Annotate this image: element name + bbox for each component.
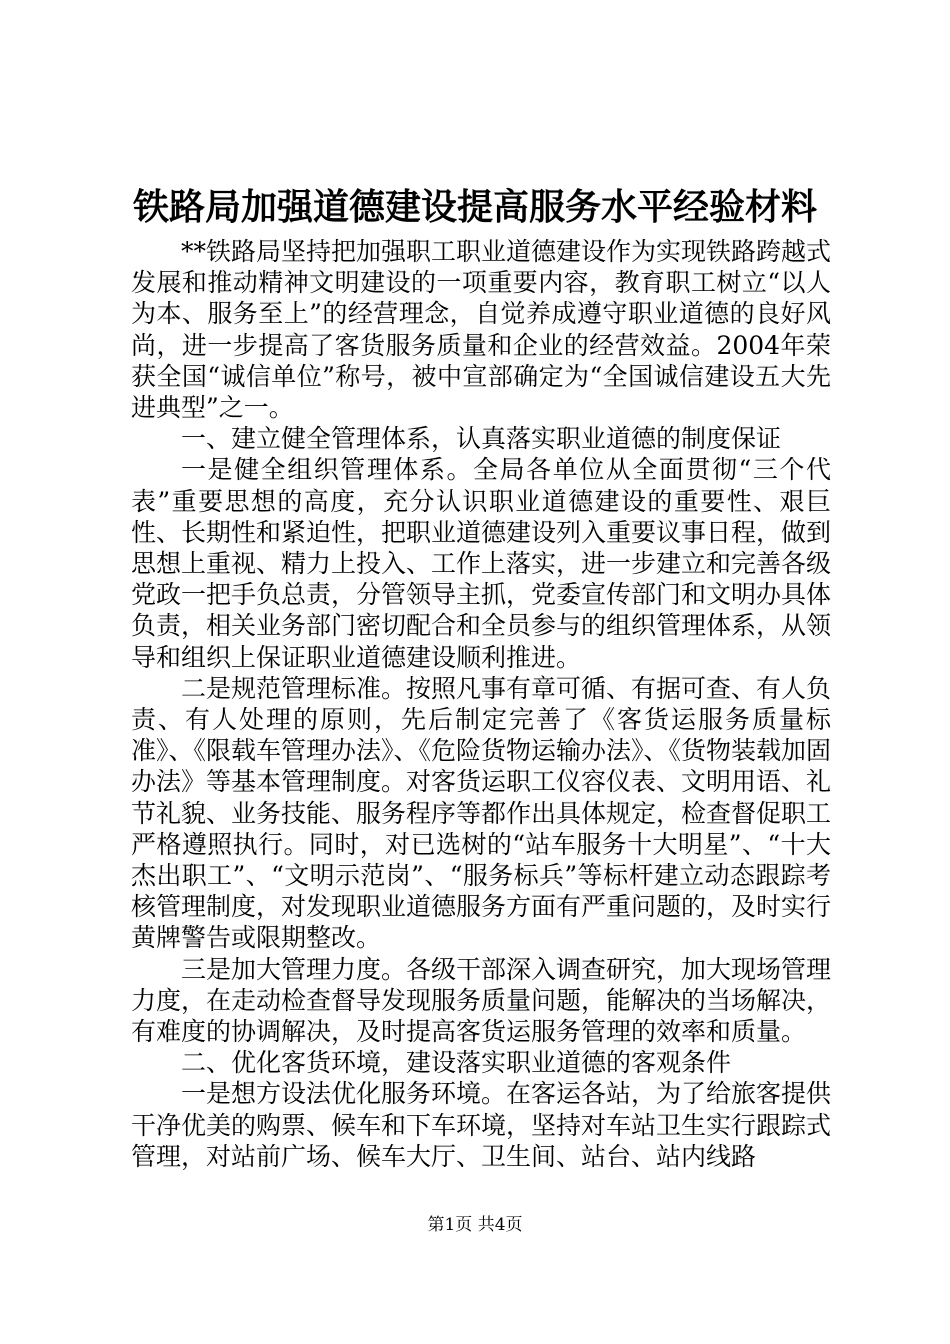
paragraph-1-2: 二是规范管理标准。按照凡事有章可循、有据可查、有人负责、有人处理的原则，先后制定完善了《客货运服务质量标准》、《限载车管理办法》、《危险货物运输办法》、《货物装载加固办法》等基本管理制度。对客货运职工仪容仪表、文明用语、礼节礼貌、业务技能、服务程序等都作出具体规定，检查督促职工严格遵照执行。同时，对已选树的“站车服务十大明星”、“十大杰出职工”、“文明示范岗”、“服务标兵”等标杆建立动态跟踪考核管理制度，对发现职业道德服务方面有严重问题的，及时实行黄牌警告或限期整改。 xyxy=(131,673,832,953)
paragraph-1-3: 三是加大管理力度。各级干部深入调查研究，加大现场管理力度，在走动检查督导发现服务质量问题，能解决的当场解决，有难度的协调解决，及时提高客货运服务管理的效率和质量。 xyxy=(131,954,832,1047)
paragraph-intro: **铁路局坚持把加强职工职业道德建设作为实现铁路跨越式发展和推动精神文明建设的一项重要内容，教育职工树立“以人为本、服务至上”的经营理念，自觉养成遵守职业道德的良好风尚，进一步提高了客货服务质量和企业的经营效益。2004年荣获全国“诚信单位”称号，被中宣部确定为“全国诚信建设五大先进典型”之一。 xyxy=(131,237,832,423)
paragraph-2-1: 一是想方设法优化服务环境。在客运各站，为了给旅客提供干净优美的购票、候车和下车环境，坚持对车站卫生实行跟踪式管理，对站前广场、候车大厅、卫生间、站台、站内线路 xyxy=(131,1079,832,1171)
document-body xyxy=(131,236,831,1172)
section-heading-2: 二、优化客货环境，建设落实职业道德的客观条件 xyxy=(181,1048,732,1078)
document-title: 铁路局加强道德建设提高服务水平经验材料 xyxy=(132,186,817,228)
page-footer: 第1页 共4页 xyxy=(427,1215,523,1235)
paragraph-1-1: 一是健全组织管理体系。全局各单位从全面贯彻“三个代表”重要思想的高度，充分认识职业道德建设的重要性、艰巨性、长期性和紧迫性，把职业道德建设列入重要议事日程，做到思想上重视、精力上投入、工作上落实，进一步建立和完善各级党政一把手负总责，分管领导主抓，党委宣传部门和文明办具体负责，相关业务部门密切配合和全员参与的组织管理体系，从领导和组织上保证职业道德建设顺利推进。 xyxy=(131,455,832,672)
section-heading-1: 一、建立健全管理体系，认真落实职业道德的制度保证 xyxy=(181,424,782,454)
